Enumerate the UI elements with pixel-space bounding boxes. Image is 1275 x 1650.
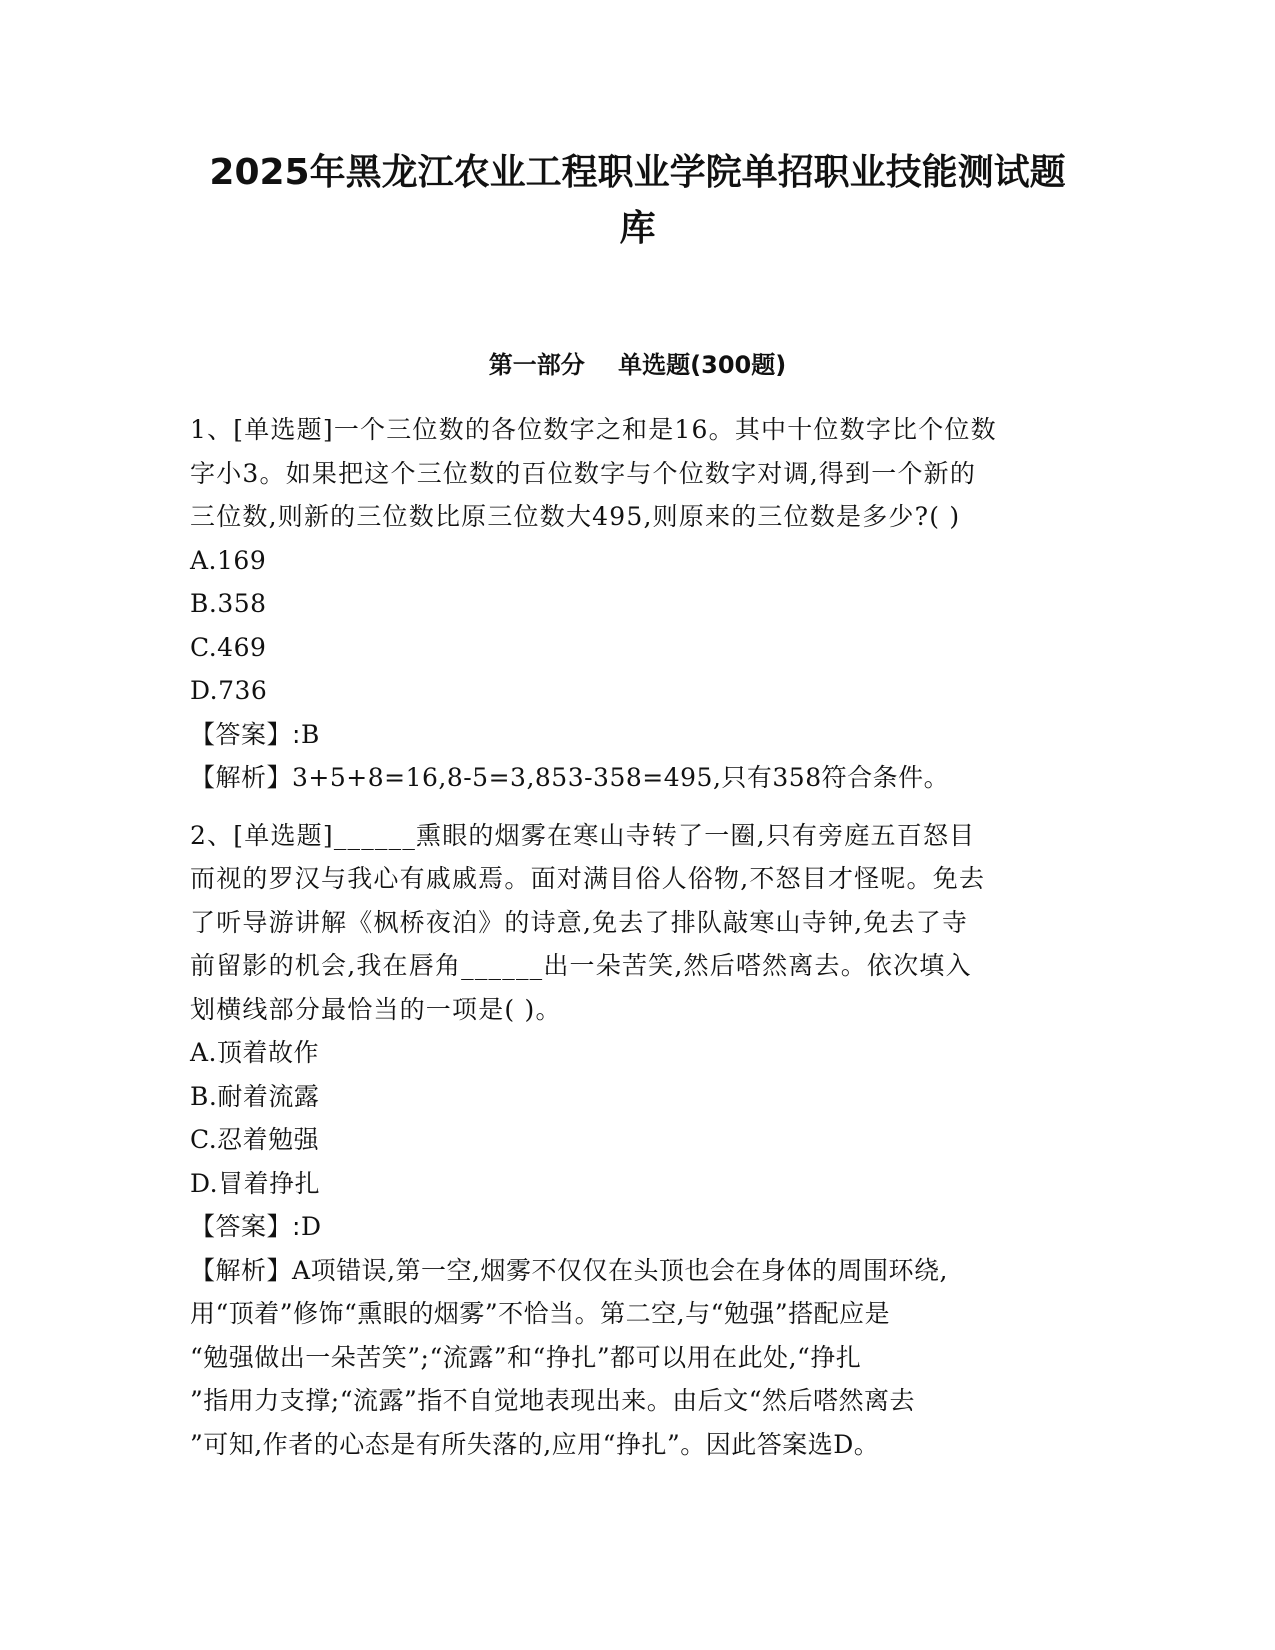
document-title-line-2: 库 [619,208,656,249]
answer-line [190,1205,1090,1249]
stem-line: 而视的罗汉与我心有戚戚焉。面对满目俗人俗物,不怒目才怪呢。免去 [190,864,986,893]
option-d: D.736 [190,676,268,705]
option-b: B.358 [190,589,267,618]
analysis-line: 用“顶着”修饰“熏眼的烟雾”不恰当。第二空,与“勉强”搭配应是 [190,1299,891,1328]
question-list [190,408,1090,1480]
stem-line: 三位数,则新的三位数比原三位数大495,则原来的三位数是多少?( ) [190,502,961,531]
answer-value: B [300,719,320,749]
section-title: 第一部分 单选题(300题) [488,351,787,379]
analysis-text: A项错误,第一空,烟雾不仅仅在头顶也会在身体的周围环绕, [292,1255,948,1285]
document-title [180,145,1095,257]
analysis-line [190,1249,1090,1293]
stem-line: 1、[单选题]一个三位数的各位数字之和是16。其中十位数字比个位数 [190,415,997,444]
answer-label: 【答案】: [190,719,301,749]
stem-line: 了听导游讲解《枫桥夜泊》的诗意,免去了排队敲寒山寺钟,免去了寺 [190,907,969,937]
analysis-label: 【解析】 [190,763,293,792]
analysis-line: “勉强做出一朵苦笑”;“流露”和“挣扎”都可以用在此处,“挣扎 [190,1342,862,1372]
analysis-line: ”指用力支撑;“流露”指不自觉地表现出来。由后文“然后嗒然离去 [190,1386,916,1415]
option-a: A.顶着故作 [190,1038,320,1067]
stem-line: 前留影的机会,我在唇角______出一朵苦笑,然后嗒然离去。依次填入 [190,951,972,980]
answer-line [190,713,1090,757]
option-c: C.忍着勉强 [190,1125,320,1154]
document-title-line-1: 2025年黑龙江农业工程职业学院单招职业技能测试题 [209,152,1066,193]
question-2 [190,814,1090,1467]
analysis-text: 3+5+8=16,8-5=3,853-358=495,只有358符合条件。 [292,763,950,792]
question-stem [190,814,1090,1032]
option-c: C.469 [190,632,267,662]
analysis-line [190,756,1090,800]
answer-label: 【答案】: [190,1212,301,1241]
stem-line: 字小3。如果把这个三位数的百位数字与个位数字对调,得到一个新的 [190,458,977,488]
analysis-label: 【解析】 [190,1255,293,1285]
option-b: B.耐着流露 [190,1081,320,1111]
option-a: A.169 [190,545,267,575]
question-stem [190,408,1090,539]
option-d: D.冒着挣扎 [190,1168,321,1198]
stem-line: 划横线部分最恰当的一项是( )。 [190,994,562,1024]
answer-value: D [300,1212,322,1241]
analysis-line: ”可知,作者的心态是有所失落的,应用“挣扎”。因此答案选D。 [190,1429,880,1459]
question-1 [190,408,1090,800]
stem-line: 2、[单选题]______熏眼的烟雾在寒山寺转了一圈,只有旁庭五百怒目 [190,820,976,850]
